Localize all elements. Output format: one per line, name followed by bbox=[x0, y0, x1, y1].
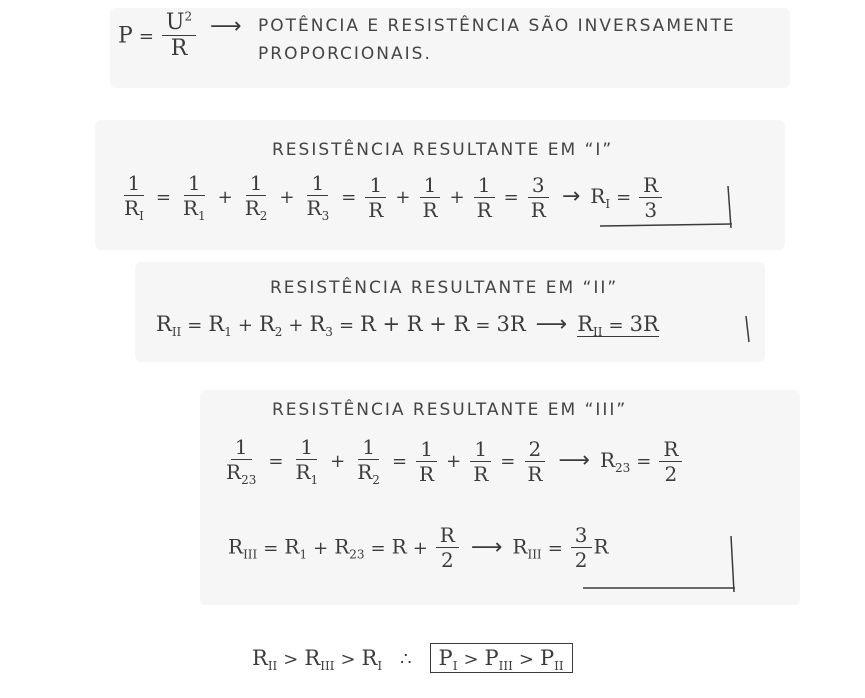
arrow-icon: → bbox=[561, 184, 581, 210]
conclusion-box: $P_I > P_{III} > P_{II}$ bbox=[430, 643, 573, 673]
section-3-equation-2: $R_{III} = R_1 + R_{23} = R$ + $\frac{R}{2}$ ⟶ $R_{III}$ = $\frac{3}{2}$ R bbox=[228, 523, 609, 572]
section-3-heading: RESISTÊNCIA RESULTANTE EM “III” bbox=[272, 400, 628, 420]
arrow-icon: ⟶ bbox=[535, 312, 568, 337]
section-1-equation: $\frac{1}{R_I}$ = $\frac{1}{R_1}$ + $\frac{1}{R_2}$ + $\frac{1}{R_3}$ = $\frac{1}{R}$ + $\frac{1}{R}$ + $\frac{1}{R}$ = $\frac{3}{R}$ → $R_I$ = $\frac{R}{3}$ bbox=[118, 172, 664, 223]
power-formula: P = $\frac{U^2}{R}$ bbox=[118, 10, 198, 63]
note-line-2: PROPORCIONAIS. bbox=[258, 44, 432, 64]
section-3-bracket bbox=[583, 536, 735, 592]
section-1-bracket bbox=[600, 186, 732, 228]
arrow-icon: ⟶ bbox=[210, 14, 242, 39]
section-2-bracket bbox=[746, 316, 749, 342]
section-1-heading: RESISTÊNCIA RESULTANTE EM “I” bbox=[272, 140, 614, 160]
section-2-equation: $R_{II} = R_1 + R_2 + R_3 = R + R + R = 3R$ ⟶ $R_{II} = 3R$ bbox=[156, 312, 659, 340]
section-2-heading: RESISTÊNCIA RESULTANTE EM “II” bbox=[270, 278, 619, 298]
arrow-icon: ⟶ bbox=[470, 534, 503, 560]
arrow-icon: ⟶ bbox=[558, 448, 590, 474]
section-3-equation-1: $\frac{1}{R_{23}}$ = $\frac{1}{R_1}$ + $\frac{1}{R_2}$ = $\frac{1}{R}$ + $\frac{1}{R}$ = $\frac{2}{R}$ ⟶ $R_{23}$ = $\frac{R}{2}$ bbox=[220, 436, 684, 487]
conclusion-line: $R_{II} > R_{III} > R_I$ ∴ $P_I > P_{III} > P_{II}$ bbox=[252, 646, 573, 673]
note-line-1: POTÊNCIA E RESISTÊNCIA SÃO INVERSAMENTE bbox=[258, 16, 736, 36]
